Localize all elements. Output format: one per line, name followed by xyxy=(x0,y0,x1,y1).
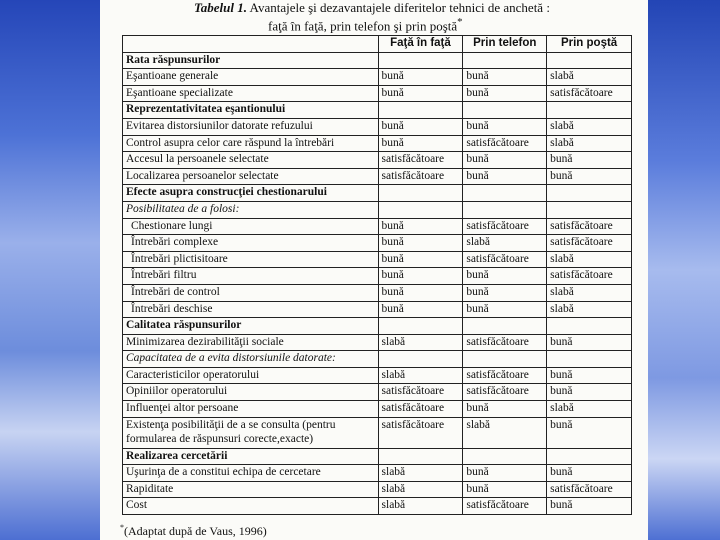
header-face-to-face: Faţă în faţă xyxy=(378,36,463,53)
table-row xyxy=(123,284,632,301)
table-section-row xyxy=(123,102,632,119)
table-row xyxy=(123,401,632,418)
phone-value: satisfăcătoare xyxy=(463,218,547,235)
mail-value: slabă xyxy=(547,135,632,152)
row-label: Localizarea persoanelor selectate xyxy=(123,168,379,185)
row-label: Posibilitatea de a folosi: xyxy=(123,201,379,218)
face-to-face-value xyxy=(378,448,463,465)
table-body xyxy=(123,52,632,514)
table-row xyxy=(123,301,632,318)
mail-value: bună xyxy=(547,152,632,169)
table-row xyxy=(123,251,632,268)
face-to-face-value: bună xyxy=(378,85,463,102)
table-row xyxy=(123,201,632,218)
table-title xyxy=(190,0,610,33)
phone-value: bună xyxy=(463,168,547,185)
table-row xyxy=(123,135,632,152)
mail-value xyxy=(547,318,632,335)
mail-value xyxy=(547,201,632,218)
table-row xyxy=(123,235,632,252)
table-row xyxy=(123,465,632,482)
face-to-face-value: satisfăcătoare xyxy=(378,417,463,448)
row-label: Accesul la persoanele selectate xyxy=(123,152,379,169)
face-to-face-value: slabă xyxy=(378,498,463,515)
mail-value: bună xyxy=(547,334,632,351)
phone-value: satisfăcătoare xyxy=(463,334,547,351)
row-label: Întrebări deschise xyxy=(123,301,379,318)
phone-value: slabă xyxy=(463,235,547,252)
phone-value: bună xyxy=(463,152,547,169)
face-to-face-value: bună xyxy=(378,251,463,268)
face-to-face-value xyxy=(378,52,463,69)
title-line-2: faţă în faţă, prin telefon şi prin poştă xyxy=(268,18,458,34)
face-to-face-value xyxy=(378,351,463,368)
face-to-face-value: bună xyxy=(378,69,463,86)
face-to-face-value: bună xyxy=(378,268,463,285)
row-label: Minimizarea dezirabilităţii sociale xyxy=(123,334,379,351)
row-label: Întrebări plictisitoare xyxy=(123,251,379,268)
title-footnote-mark: * xyxy=(457,16,463,28)
footnote xyxy=(120,523,267,539)
phone-value xyxy=(463,318,547,335)
mail-value: slabă xyxy=(547,118,632,135)
row-label: Întrebări de control xyxy=(123,284,379,301)
mail-value: slabă xyxy=(547,401,632,418)
phone-value: bună xyxy=(463,268,547,285)
row-label: Opiniilor operatorului xyxy=(123,384,379,401)
mail-value xyxy=(547,448,632,465)
comparison-table xyxy=(122,35,632,515)
phone-value: satisfăcătoare xyxy=(463,384,547,401)
mail-value: satisfăcătoare xyxy=(547,218,632,235)
table-row xyxy=(123,417,632,448)
mail-value: satisfăcătoare xyxy=(547,85,632,102)
mail-value: bună xyxy=(547,168,632,185)
phone-value xyxy=(463,102,547,119)
table-row xyxy=(123,384,632,401)
header-mail: Prin poştă xyxy=(547,36,632,53)
table-row xyxy=(123,152,632,169)
phone-value xyxy=(463,185,547,202)
table-row xyxy=(123,334,632,351)
phone-value: bună xyxy=(463,401,547,418)
face-to-face-value: satisfăcătoare xyxy=(378,152,463,169)
face-to-face-value: slabă xyxy=(378,481,463,498)
mail-value xyxy=(547,185,632,202)
phone-value: bună xyxy=(463,284,547,301)
mail-value: satisfăcătoare xyxy=(547,268,632,285)
face-to-face-value: bună xyxy=(378,301,463,318)
row-label: Uşurinţa de a constitui echipa de cercetare xyxy=(123,465,379,482)
table-row xyxy=(123,118,632,135)
mail-value xyxy=(547,52,632,69)
phone-value xyxy=(463,52,547,69)
row-label: Cost xyxy=(123,498,379,515)
row-label: Eşantioane generale xyxy=(123,69,379,86)
row-label: Capacitatea de a evita distorsiunile datorate: xyxy=(123,351,379,368)
face-to-face-value: slabă xyxy=(378,367,463,384)
row-label: Eşantioane specializate xyxy=(123,85,379,102)
face-to-face-value: bună xyxy=(378,135,463,152)
document-page xyxy=(100,0,648,540)
mail-value: slabă xyxy=(547,251,632,268)
row-label: Caracteristicilor operatorului xyxy=(123,367,379,384)
row-label: Calitatea răspunsurilor xyxy=(123,318,379,335)
phone-value: bună xyxy=(463,85,547,102)
table-row xyxy=(123,268,632,285)
row-label: Rata răspunsurilor xyxy=(123,52,379,69)
row-label: Întrebări filtru xyxy=(123,268,379,285)
table-row xyxy=(123,168,632,185)
face-to-face-value: satisfăcătoare xyxy=(378,168,463,185)
row-label: Existenţa posibilităţii de a se consulta (pentru formularea de răspunsuri corecte,exacte) xyxy=(123,417,379,448)
mail-value xyxy=(547,351,632,368)
phone-value xyxy=(463,351,547,368)
table-section-row xyxy=(123,185,632,202)
phone-value: satisfăcătoare xyxy=(463,251,547,268)
mail-value xyxy=(547,102,632,119)
face-to-face-value: bună xyxy=(378,218,463,235)
phone-value: bună xyxy=(463,465,547,482)
phone-value: satisfăcătoare xyxy=(463,498,547,515)
table-row xyxy=(123,498,632,515)
table-header-row xyxy=(123,36,632,53)
table-row xyxy=(123,351,632,368)
mail-value: bună xyxy=(547,384,632,401)
background-left xyxy=(0,0,100,540)
face-to-face-value xyxy=(378,185,463,202)
face-to-face-value: bună xyxy=(378,235,463,252)
footnote-mark: * xyxy=(120,523,124,532)
row-label: Chestionare lungi xyxy=(123,218,379,235)
table-row xyxy=(123,367,632,384)
table-row xyxy=(123,218,632,235)
phone-value: satisfăcătoare xyxy=(463,367,547,384)
header-phone: Prin telefon xyxy=(463,36,547,53)
table-row xyxy=(123,481,632,498)
row-label: Evitarea distorsiunilor datorate refuzului xyxy=(123,118,379,135)
face-to-face-value: satisfăcătoare xyxy=(378,384,463,401)
phone-value xyxy=(463,448,547,465)
face-to-face-value: slabă xyxy=(378,465,463,482)
phone-value xyxy=(463,201,547,218)
mail-value: slabă xyxy=(547,69,632,86)
mail-value: bună xyxy=(547,465,632,482)
row-label: Întrebări complexe xyxy=(123,235,379,252)
mail-value: slabă xyxy=(547,301,632,318)
mail-value: satisfăcătoare xyxy=(547,235,632,252)
mail-value: slabă xyxy=(547,284,632,301)
table-label: Tabelul 1. xyxy=(194,0,247,15)
table-row xyxy=(123,69,632,86)
header-criterion xyxy=(123,36,379,53)
footnote-text: (Adaptat după de Vaus, 1996) xyxy=(124,524,267,538)
mail-value: bună xyxy=(547,367,632,384)
phone-value: bună xyxy=(463,69,547,86)
phone-value: bună xyxy=(463,301,547,318)
row-label: Reprezentativitatea eşantionului xyxy=(123,102,379,119)
background-right xyxy=(648,0,720,540)
mail-value: bună xyxy=(547,417,632,448)
table-section-row xyxy=(123,52,632,69)
face-to-face-value: bună xyxy=(378,284,463,301)
table-section-row xyxy=(123,318,632,335)
mail-value: satisfăcătoare xyxy=(547,481,632,498)
table-section-row xyxy=(123,448,632,465)
phone-value: slabă xyxy=(463,417,547,448)
face-to-face-value: bună xyxy=(378,118,463,135)
row-label: Realizarea cercetării xyxy=(123,448,379,465)
phone-value: satisfăcătoare xyxy=(463,135,547,152)
mail-value: bună xyxy=(547,498,632,515)
phone-value: bună xyxy=(463,481,547,498)
face-to-face-value: satisfăcătoare xyxy=(378,401,463,418)
face-to-face-value xyxy=(378,318,463,335)
face-to-face-value xyxy=(378,102,463,119)
face-to-face-value xyxy=(378,201,463,218)
face-to-face-value: slabă xyxy=(378,334,463,351)
phone-value: bună xyxy=(463,118,547,135)
row-label: Control asupra celor care răspund la întrebări xyxy=(123,135,379,152)
table-row xyxy=(123,85,632,102)
row-label: Efecte asupra construcţiei chestionarului xyxy=(123,185,379,202)
title-line-1: Avantajele şi dezavantajele diferitelor tehnici de anchetă : xyxy=(249,0,550,15)
row-label: Rapiditate xyxy=(123,481,379,498)
row-label: Influenţei altor persoane xyxy=(123,401,379,418)
